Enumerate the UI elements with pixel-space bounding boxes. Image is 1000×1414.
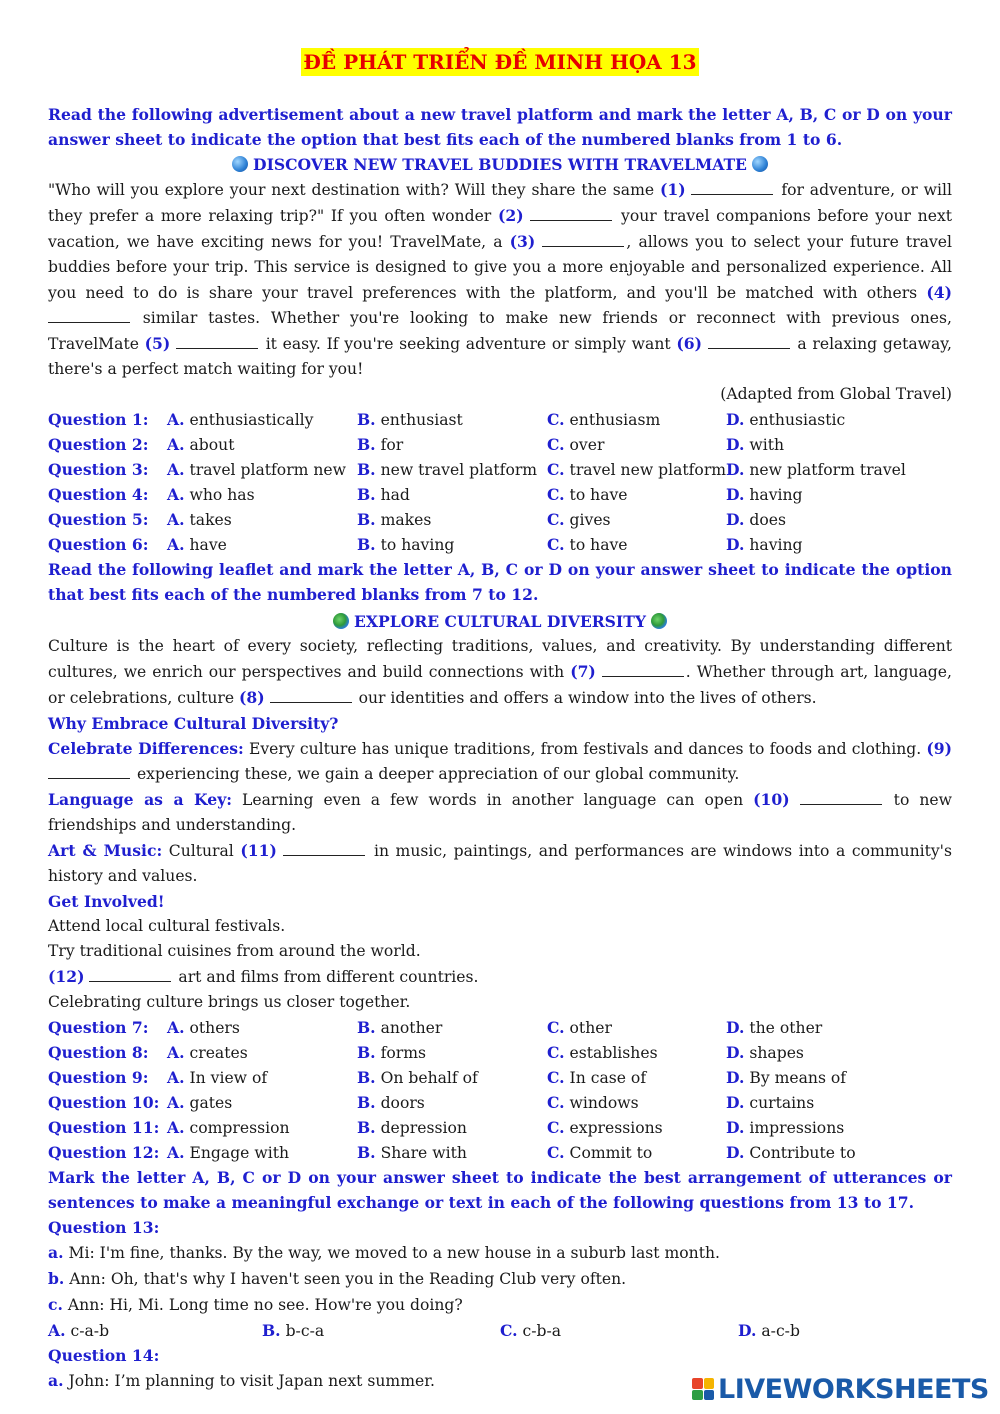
liveworksheets-logo-icon: [692, 1378, 714, 1400]
option-d[interactable]: [726, 1090, 952, 1115]
option-text: enthusiasm: [569, 411, 661, 429]
option-text: gates: [189, 1094, 233, 1112]
option-letter: D.: [726, 1093, 745, 1112]
option-a[interactable]: [167, 532, 357, 557]
option-b[interactable]: [357, 482, 547, 507]
option-letter: A.: [167, 510, 185, 529]
dialogue-line: [48, 1266, 952, 1292]
page-title: ĐỀ PHÁT TRIỂN ĐỀ MINH HỌA 13: [303, 50, 697, 74]
option-text: to have: [569, 536, 628, 554]
option-c[interactable]: [547, 1015, 726, 1040]
blank-number: (10): [753, 790, 790, 809]
option-text: over: [569, 436, 605, 454]
option-text: new travel platform: [380, 461, 538, 479]
option-text: creates: [189, 1044, 248, 1062]
option-letter: C.: [547, 1043, 565, 1062]
option-letter: C.: [547, 485, 565, 504]
option-c[interactable]: [547, 1140, 726, 1165]
question-row: [48, 432, 952, 457]
section2-instruction: Read the following leaflet and mark the letter A, B, C or D on your answer sheet to indicate the option that best fits each of the numbered blanks from 7 to 12.: [48, 560, 952, 604]
option-c[interactable]: [547, 1040, 726, 1065]
art-label: Art & Music:: [48, 841, 163, 860]
celebrate-label: Celebrate Differences:: [48, 739, 244, 758]
question-row: [48, 457, 952, 482]
option-d[interactable]: [726, 457, 952, 482]
option-letter: C.: [547, 1093, 565, 1112]
line-key: c.: [48, 1295, 63, 1314]
blank-number: (1): [659, 180, 686, 199]
option-letter: A.: [167, 460, 185, 479]
option-text: compression: [189, 1119, 290, 1137]
blank-number: (6): [676, 334, 702, 353]
answer-blank[interactable]: [800, 792, 882, 805]
question-row: [48, 1065, 952, 1090]
option-letter: A.: [167, 1093, 185, 1112]
question-row: [48, 507, 952, 532]
art-paragraph: [48, 838, 952, 889]
answer-blank[interactable]: [176, 336, 258, 349]
option-b[interactable]: [357, 532, 547, 557]
option-text: other: [569, 1019, 612, 1037]
involved-item-3: (12) art and films from different countries.: [48, 967, 479, 986]
answer-blank[interactable]: [708, 336, 790, 349]
blank-number: (2): [497, 206, 524, 225]
celebrate-paragraph: [48, 736, 952, 787]
option-text: impressions: [749, 1119, 845, 1137]
option-d[interactable]: [726, 1115, 952, 1140]
line-text: Mi: I'm fine, thanks. By the way, we moved to a new house in a suburb last month.: [63, 1244, 720, 1262]
option-a[interactable]: [167, 1140, 357, 1165]
option-letter: D.: [726, 1068, 745, 1087]
line-key: b.: [48, 1269, 65, 1288]
option-letter: A.: [167, 1118, 185, 1137]
blank-number: (4): [926, 283, 952, 302]
line-text: Ann: Hi, Mi. Long time no see. How're you doing?: [62, 1296, 463, 1314]
option-text: others: [189, 1019, 240, 1037]
globe-icon: [232, 156, 248, 172]
option-text: makes: [380, 511, 432, 529]
option-text: forms: [380, 1044, 426, 1062]
option-c[interactable]: [547, 1115, 726, 1140]
option-a[interactable]: [167, 407, 357, 432]
answer-blank[interactable]: [89, 969, 171, 982]
question-13-lines: [48, 1240, 952, 1318]
option-letter: A.: [167, 1043, 185, 1062]
involved-item-1: Attend local cultural festivals.: [48, 917, 286, 935]
option-text: enthusiastically: [189, 411, 314, 429]
option-text: Commit to: [569, 1144, 653, 1162]
option-letter: C.: [547, 1068, 565, 1087]
option-text: depression: [380, 1119, 467, 1137]
answer-blank[interactable]: [691, 182, 773, 195]
option-b[interactable]: [357, 432, 547, 457]
option-text: shapes: [749, 1044, 804, 1062]
option-d[interactable]: [726, 1140, 952, 1165]
option-a[interactable]: [167, 1115, 357, 1140]
blank-number: (5): [144, 334, 171, 353]
option-c[interactable]: [547, 407, 726, 432]
option-a[interactable]: [167, 1040, 357, 1065]
earth-globe-icon: [651, 613, 667, 629]
option-text: Share with: [380, 1144, 467, 1162]
closing-line: Celebrating culture brings us closer together.: [48, 993, 411, 1011]
line-text: Ann: Oh, that's why I haven't seen you in the Reading Club very often.: [64, 1270, 627, 1288]
section1-questions: [48, 407, 952, 557]
section3-instruction: Mark the letter A, B, C or D on your answer sheet to indicate the best arrangement of utterances or sentences to make a meaningful exchange or text in each of the following questions from 13 to 17.: [48, 1168, 952, 1212]
option-letter: D.: [726, 485, 745, 504]
question-13-label: Question 13:: [48, 1218, 160, 1237]
option-c[interactable]: [547, 507, 726, 532]
option-text: gives: [569, 511, 611, 529]
option-text: On behalf of: [380, 1069, 478, 1087]
answer-blank[interactable]: [48, 766, 130, 779]
involved-item-2: Try traditional cuisines from around the world.: [48, 942, 421, 960]
question-row: [48, 407, 952, 432]
option-letter: C.: [547, 535, 565, 554]
option-letter: B.: [357, 485, 376, 504]
option-letter: A.: [167, 1143, 185, 1162]
option-letter: C.: [547, 435, 565, 454]
title-wrap: [48, 48, 952, 78]
section1-passage: "Who will you explore your next destination with? Will they share the same (1) for adventure, or will they prefer a more relaxing trip?" If you often wonder (2) your travel companions before your next vacation, we have exciting news for you! TravelMate, a (3) , allows you to select your future travel buddies before your trip. This service is designed to give you a more enjoyable and personalized experience. All you need to do is share your travel preferences with the platform, and you'll be matched with others (4) similar tastes. Whether you're looking to make new friends or reconnect with previous ones, TravelMate (5) it easy. If you're seeking adventure or simply want (6) a relaxing getaway, there's a perfect match waiting for you!: [48, 180, 953, 378]
question-label: Question 7:: [48, 1018, 149, 1037]
art-text: Cultural (11) in music, paintings, and performances are windows into a community's history and values.: [48, 841, 952, 885]
blank-number: (3): [509, 232, 536, 251]
option-letter: C.: [547, 510, 565, 529]
answer-blank[interactable]: [48, 310, 130, 323]
option-d[interactable]: [726, 1015, 952, 1040]
option-text: to have: [569, 486, 628, 504]
option-text: having: [749, 536, 803, 554]
option-a[interactable]: A. c-a-b: [48, 1321, 110, 1340]
option-b[interactable]: [357, 1015, 547, 1040]
option-letter: D.: [726, 1043, 745, 1062]
blank-number: (12): [48, 967, 85, 986]
line-key: a.: [48, 1243, 64, 1262]
answer-blank[interactable]: [542, 234, 624, 247]
option-text: travel platform new: [189, 461, 347, 479]
option-text: enthusiast: [380, 411, 463, 429]
option-c[interactable]: C. c-b-a: [500, 1321, 562, 1340]
option-d[interactable]: [726, 1065, 952, 1090]
line-text: John: I’m planning to visit Japan next summer.: [63, 1372, 435, 1390]
dialogue-line: [48, 1240, 952, 1266]
option-letter: B.: [357, 1118, 376, 1137]
option-letter: D.: [726, 460, 745, 479]
option-a[interactable]: [167, 1015, 357, 1040]
option-b[interactable]: [357, 1040, 547, 1065]
option-text: another: [380, 1019, 443, 1037]
section1-instruction: Read the following advertisement about a new travel platform and mark the letter A, B, C or D on your answer sheet to indicate the option that best fits each of the numbered blanks from 1 to 6.: [48, 105, 952, 149]
option-text: who has: [189, 486, 255, 504]
option-a[interactable]: [167, 457, 357, 482]
option-c[interactable]: [547, 532, 726, 557]
question-13-options: [48, 1318, 952, 1343]
option-c[interactable]: [547, 432, 726, 457]
option-b[interactable]: [357, 1065, 547, 1090]
question-label: Question 9:: [48, 1068, 149, 1087]
option-letter: A.: [167, 1068, 185, 1087]
option-text: enthusiastic: [749, 411, 846, 429]
section2-intro: Culture is the heart of every society, reflecting traditions, values, and creativity. By understanding different cultures, we enrich our perspectives and build connections with (7) . Whether through art, language, or celebrations, culture (8) our identities and offers a window into the lives of others.: [48, 637, 952, 707]
option-c[interactable]: [547, 1065, 726, 1090]
option-text: Contribute to: [749, 1144, 856, 1162]
section1-source: (Adapted from Global Travel): [720, 385, 952, 403]
option-c[interactable]: [547, 1090, 726, 1115]
option-letter: B.: [357, 1093, 376, 1112]
answer-blank[interactable]: [270, 690, 352, 703]
globe-icon: [752, 156, 768, 172]
option-letter: D.: [726, 1018, 745, 1037]
section1-heading: [48, 152, 952, 177]
option-text: doors: [380, 1094, 425, 1112]
worksheet-page: [48, 0, 952, 1394]
language-paragraph: [48, 787, 952, 838]
question-label: Question 2:: [48, 435, 149, 454]
section2-heading-text: EXPLORE CULTURAL DIVERSITY: [354, 612, 646, 631]
option-letter: D.: [726, 510, 745, 529]
answer-blank[interactable]: [530, 208, 612, 221]
option-text: new platform travel: [749, 461, 906, 479]
option-d[interactable]: [726, 507, 952, 532]
option-a[interactable]: [167, 1090, 357, 1115]
logo-square: [704, 1390, 715, 1401]
option-letter: B.: [357, 410, 376, 429]
option-text: for: [380, 436, 404, 454]
why-heading: Why Embrace Cultural Diversity?: [48, 714, 339, 733]
option-a[interactable]: [167, 1065, 357, 1090]
blank-number: (7): [570, 662, 596, 681]
option-text: with: [749, 436, 785, 454]
option-a[interactable]: [167, 482, 357, 507]
option-b[interactable]: [357, 1115, 547, 1140]
option-text: establishes: [569, 1044, 658, 1062]
option-letter: D.: [726, 1118, 745, 1137]
question-row: [48, 1040, 952, 1065]
section2-questions: [48, 1015, 952, 1165]
question-row: [48, 532, 952, 557]
option-text: the other: [749, 1019, 823, 1037]
option-b[interactable]: [357, 407, 547, 432]
option-letter: D.: [726, 535, 745, 554]
language-label: Language as a Key:: [48, 790, 233, 809]
section1-heading-text: DISCOVER NEW TRAVEL BUDDIES WITH TRAVELMATE: [253, 155, 747, 174]
option-letter: B.: [357, 1018, 376, 1037]
logo-square: [692, 1378, 703, 1389]
option-letter: C.: [547, 1018, 565, 1037]
question-label: Question 11:: [48, 1118, 160, 1137]
option-text: By means of: [749, 1069, 847, 1087]
option-c[interactable]: [547, 457, 726, 482]
option-d[interactable]: [726, 432, 952, 457]
question-label: Question 10:: [48, 1093, 160, 1112]
liveworksheets-logo[interactable]: [692, 1374, 989, 1404]
option-letter: B.: [357, 1143, 376, 1162]
option-b[interactable]: [357, 1140, 547, 1165]
question-row: [48, 1115, 952, 1140]
question-label: Question 1:: [48, 410, 149, 429]
option-text: windows: [569, 1094, 639, 1112]
option-letter: C.: [547, 460, 565, 479]
logo-square: [692, 1390, 703, 1401]
option-d[interactable]: [726, 532, 952, 557]
option-d[interactable]: [726, 1040, 952, 1065]
involved-heading: Get Involved!: [48, 892, 165, 911]
option-text: In view of: [189, 1069, 268, 1087]
option-text: Engage with: [189, 1144, 290, 1162]
celebrate-text: Every culture has unique traditions, from festivals and dances to foods and clothing. (9) experiencing these, we gain a deeper appreciation of our global community.: [48, 740, 952, 783]
question-label: Question 8:: [48, 1043, 149, 1062]
option-letter: D.: [726, 435, 745, 454]
option-letter: C.: [547, 410, 565, 429]
option-text: takes: [189, 511, 232, 529]
option-letter: D.: [726, 1143, 745, 1162]
option-letter: C.: [547, 1143, 565, 1162]
option-letter: C.: [547, 1118, 565, 1137]
question-label: Question 4:: [48, 485, 149, 504]
option-letter: B.: [357, 460, 376, 479]
dialogue-line: [48, 1292, 952, 1318]
line-key: a.: [48, 1371, 64, 1390]
option-text: travel new platform: [569, 461, 727, 479]
option-text: does: [749, 511, 786, 529]
blank-number: (8): [239, 688, 265, 707]
option-d[interactable]: [726, 407, 952, 432]
question-14-label: Question 14:: [48, 1346, 160, 1365]
question-row: [48, 482, 952, 507]
question-label: Question 12:: [48, 1143, 160, 1162]
option-letter: A.: [167, 535, 185, 554]
option-letter: B.: [357, 435, 376, 454]
blank-number: (11): [240, 841, 277, 860]
option-letter: A.: [167, 1018, 185, 1037]
option-b[interactable]: [357, 1090, 547, 1115]
answer-blank[interactable]: [602, 664, 684, 677]
option-c[interactable]: [547, 482, 726, 507]
question-row: [48, 1090, 952, 1115]
option-text: about: [189, 436, 235, 454]
question-row: [48, 1015, 952, 1040]
option-letter: D.: [726, 410, 745, 429]
option-text: have: [189, 536, 227, 554]
question-label: Question 3:: [48, 460, 149, 479]
earth-globe-icon: [333, 613, 349, 629]
answer-blank[interactable]: [283, 843, 365, 856]
language-text: Learning even a few words in another language can open (10) to new friendships and understanding.: [48, 790, 952, 834]
option-letter: B.: [357, 1068, 376, 1087]
option-letter: A.: [167, 435, 185, 454]
option-a[interactable]: [167, 507, 357, 532]
section2-heading: [48, 609, 952, 634]
option-letter: B.: [357, 535, 376, 554]
blank-number: (9): [926, 739, 952, 758]
option-text: had: [380, 486, 410, 504]
liveworksheets-logo-text: LIVEWORKSHEETS: [718, 1373, 989, 1405]
logo-square: [704, 1378, 715, 1389]
option-text: curtains: [749, 1094, 815, 1112]
question-label: Question 5:: [48, 510, 149, 529]
option-b[interactable]: [357, 457, 547, 482]
option-letter: B.: [357, 510, 376, 529]
question-label: Question 6:: [48, 535, 149, 554]
option-text: expressions: [569, 1119, 663, 1137]
option-d[interactable]: D. a-c-b: [738, 1321, 800, 1340]
option-text: having: [749, 486, 803, 504]
option-b[interactable]: [357, 507, 547, 532]
option-text: In case of: [569, 1069, 647, 1087]
option-letter: B.: [357, 1043, 376, 1062]
option-letter: A.: [167, 410, 185, 429]
option-b[interactable]: B. b-c-a: [262, 1321, 325, 1340]
option-a[interactable]: [167, 432, 357, 457]
option-letter: A.: [167, 485, 185, 504]
option-text: to having: [380, 536, 455, 554]
option-d[interactable]: [726, 482, 952, 507]
question-row: [48, 1140, 952, 1165]
